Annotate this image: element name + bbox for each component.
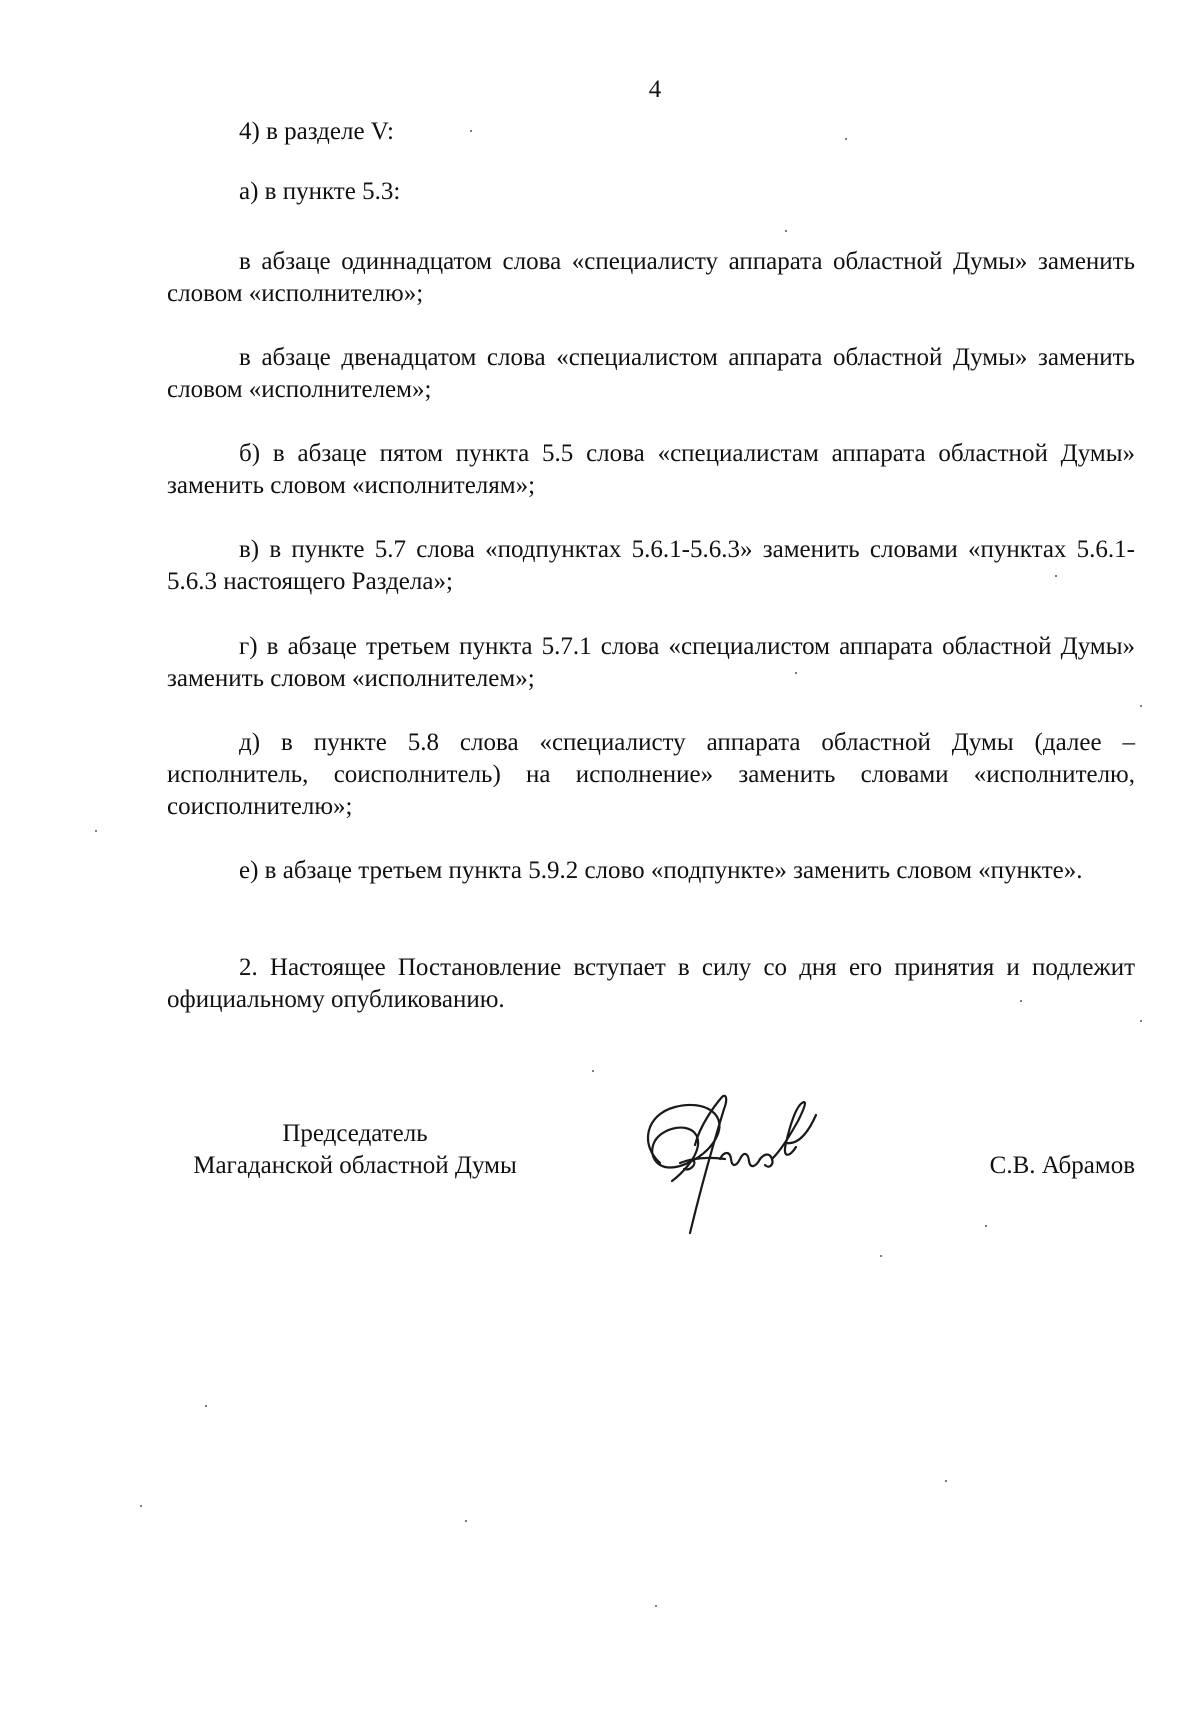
scan-speck [655, 1605, 657, 1607]
signatory-title [155, 1118, 555, 1182]
paragraph-item-g: г) в абзаце третьем пункта 5.7.1 слова «специалистом аппарата областной Думы» заменить словом «исполнителем»; [167, 633, 1135, 692]
page-number: 4 [648, 76, 662, 103]
scan-speck [592, 1070, 594, 1072]
paragraph-item-d: д) в пункте 5.8 слова «специалисту аппарата областной Думы (далее – исполнитель, соисполнитель) на исполнение» заменить словами «исполнителю, соисполнителю»; [167, 729, 1135, 820]
scan-speck [880, 1255, 882, 1257]
scan-speck [945, 1480, 947, 1482]
paragraph-item-a: а) в пункте 5.3: [239, 178, 401, 205]
signatory-title-line2: Магаданской областной Думы [193, 1152, 517, 1179]
scan-speck [140, 1505, 142, 1507]
scan-speck [465, 1520, 467, 1522]
scan-speck [985, 1225, 987, 1227]
scan-speck [1055, 575, 1057, 577]
paragraph-section-v: 4) в разделе V: [239, 118, 394, 145]
paragraph-abzac-11: в абзаце одиннадцатом слова «специалисту аппарата областной Думы» заменить словом «исполнителю»; [167, 248, 1135, 307]
paragraph-item-v: в) в пункте 5.7 слова «подпунктах 5.6.1-5.6.3» заменить словами «пунктах 5.6.1-5.6.3 настоящего Раздела»; [167, 536, 1135, 595]
scan-speck [785, 230, 787, 232]
signatory-name: С.В. Абрамов [989, 1152, 1135, 1179]
handwritten-signature [620, 1085, 830, 1235]
signatory-title-line1: Председатель [282, 1120, 428, 1147]
scan-speck [1140, 705, 1142, 707]
paragraph-abzac-12: в абзаце двенадцатом слова «специалистом аппарата областной Думы» заменить словом «исполнителем»; [167, 344, 1135, 403]
paragraph-item-e: е) в абзаце третьем пункта 5.9.2 слово «подпункте» заменить словом «пункте». [239, 857, 1083, 884]
scan-speck [470, 130, 472, 132]
scan-speck [95, 830, 97, 832]
paragraph-effective: 2. Настоящее Постановление вступает в силу со дня его принятия и подлежит официальному опубликованию. [167, 954, 1135, 1013]
scan-speck [1020, 1000, 1022, 1002]
scan-speck [795, 672, 797, 674]
paragraph-item-b: б) в абзаце пятом пункта 5.5 слова «специалистам аппарата областной Думы» заменить словом «исполнителям»; [167, 440, 1135, 499]
scan-speck [1140, 1020, 1142, 1022]
scan-speck [205, 1405, 207, 1407]
scan-speck [845, 138, 847, 140]
